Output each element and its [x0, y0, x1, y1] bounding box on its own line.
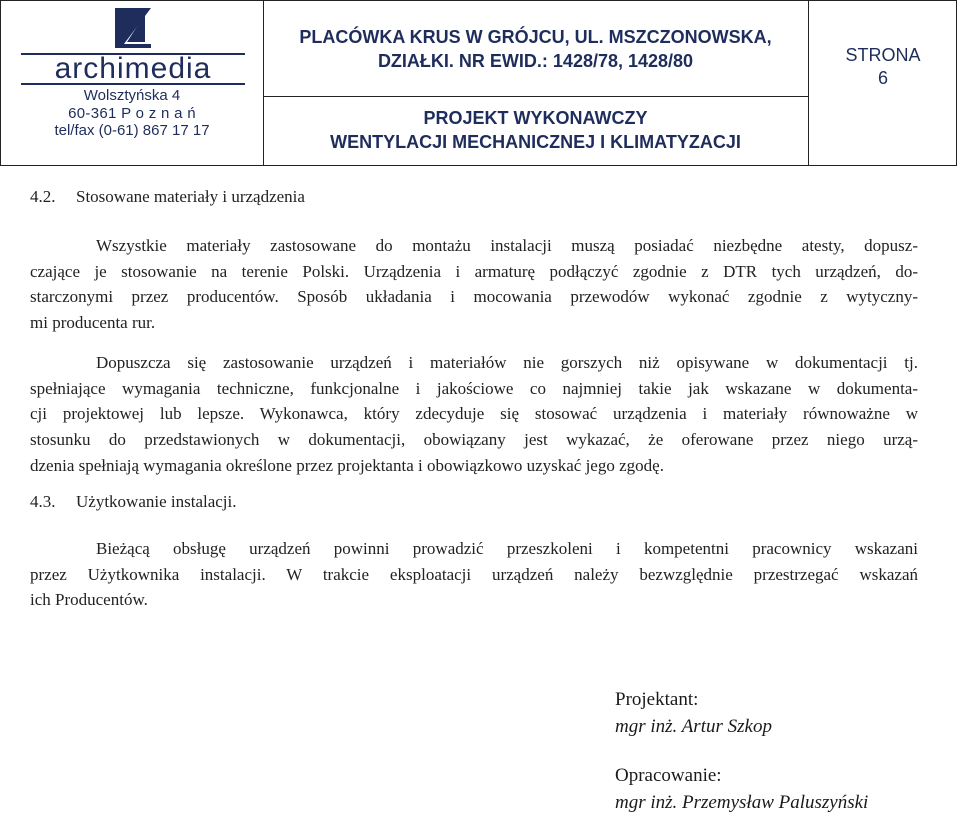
svg-text:archimedia: archimedia [54, 52, 212, 85]
text-line: Wszystkie materiały zastosowane do montażu instalacji muszą posiadać niezbędne atesty, dopusz- [96, 236, 918, 255]
text-line: ich Producentów. [30, 590, 148, 610]
project-location-line2: DZIAŁKI. NR EWID.: 1428/78, 1428/80 [377, 51, 694, 71]
section-heading-4-2 [30, 187, 305, 207]
paragraph-materials-approval [30, 233, 918, 336]
section-title: Stosowane materiały i urządzenia [76, 187, 305, 206]
text-line: Dopuszcza się zastosowanie urządzeń i materiałów nie gorszych niż opisywane w dokumentacji tj. [96, 353, 918, 372]
company-block [1, 1, 263, 164]
text-line: stosunku do przedstawionych w dokumentacji, obowiązany jest wykazać, że oferowane przez niego urzą- [30, 430, 918, 450]
project-type: PROJEKT WYKONAWCZY [423, 108, 648, 128]
company-phone: tel/fax (0-61) 867 17 17 [54, 122, 210, 139]
section-number: 4.3. [30, 492, 56, 511]
text-line: mi producenta rur. [30, 313, 156, 333]
text-line: cji projektowej lub lepsze. Wykonawca, który zdecyduje się stosować urządzenia i materiały równoważne w [30, 404, 918, 424]
text-line: dzenia spełniają wymagania określone przez projektanta i obowiązkowo uzyskać jego zgodę. [30, 455, 664, 475]
section-heading-4-3 [30, 492, 237, 512]
text-line: Bieżącą obsługę urządzeń powinni prowadzić przeszkoleni i kompetentni pracownicy wskazani [96, 539, 918, 558]
page-number: 6 [877, 68, 888, 88]
text-line: spełniające wymagania techniczne, funkcjonalne i jakościowe co najmniej takie jak wskazane w dokumenta- [30, 378, 918, 398]
project-scope: WENTYLACJI MECHANICZNEJ I KLIMATYZACJI [330, 132, 741, 152]
document-header [0, 0, 957, 166]
company-address-city: 60-361 P o z n a ń [68, 105, 196, 122]
section-number: 4.2. [30, 187, 56, 206]
paragraph-operation [30, 536, 918, 613]
text-line: starczonymi przez producentów. Sposób układania i mocowania przewodów wykonać zgodnie z wytyczny- [30, 287, 918, 307]
archimedia-logo-icon [115, 8, 151, 48]
section-title: Użytkowanie instalacji. [76, 492, 237, 511]
header-divider [263, 96, 808, 97]
prepared-by-label: Opracowanie: [615, 765, 722, 786]
page-label: STRONA [845, 45, 921, 65]
text-line: czające je stosowanie na terenie Polski. Urządzenia i armaturę podłączyć zgodnie z DTR tych urządzeń, do- [30, 261, 918, 281]
designer-name: mgr inż. Artur Szkop [615, 716, 772, 737]
project-location-line1: PLACÓWKA KRUS W GRÓJCU, UL. MSZCZONOWSKA, [299, 27, 772, 47]
company-address-street: Wolsztyńska 4 [83, 87, 181, 104]
paragraph-equivalent-materials [30, 350, 918, 479]
prepared-by-name: mgr inż. Przemysław Paluszyński [615, 792, 869, 813]
archimedia-logo [21, 52, 245, 86]
designer-label: Projektant: [615, 689, 699, 710]
text-line: przez Użytkownika instalacji. W trakcie eksploatacji urządzeń należy bezwzględnie przestrzegać wskazań [30, 564, 918, 584]
